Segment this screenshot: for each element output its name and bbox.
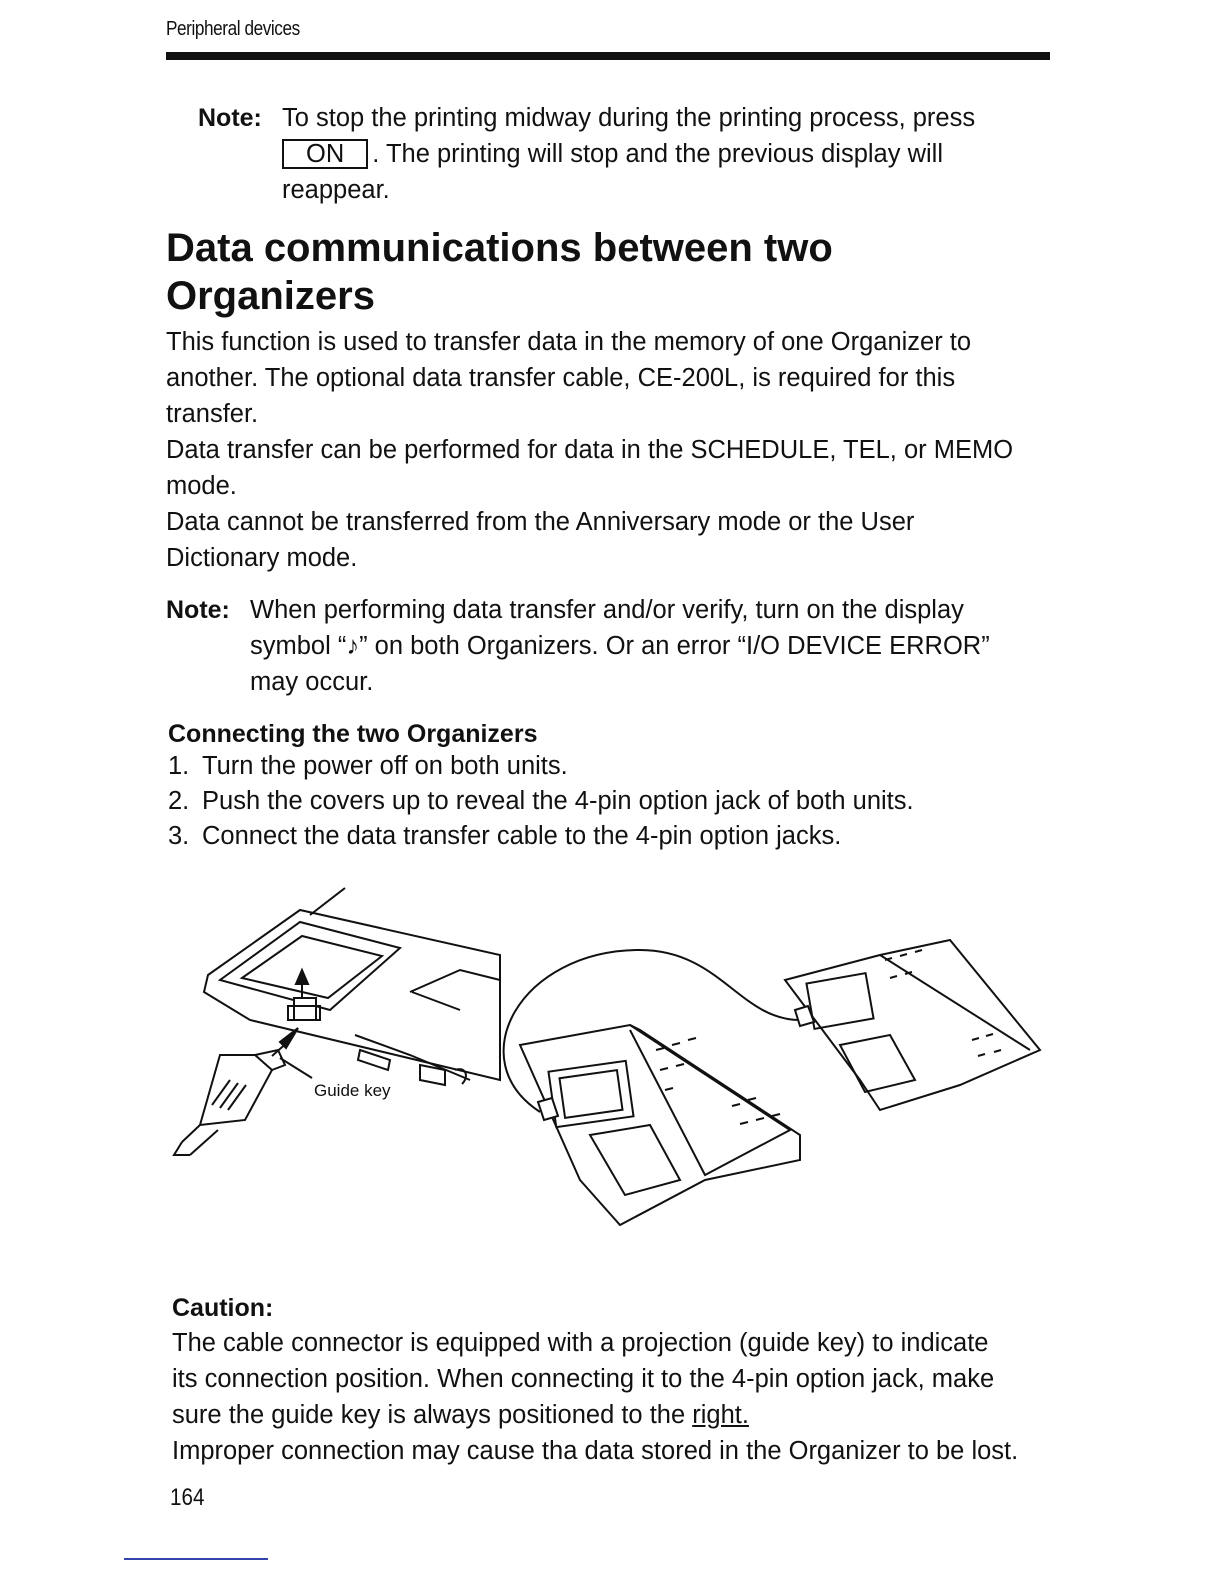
list-item: 3. Connect the data transfer cable to the 4-pin option jacks. <box>168 822 842 850</box>
page-number: 164 <box>170 1484 205 1511</box>
transfer-cable <box>504 950 800 1112</box>
on-key: ON <box>282 139 368 169</box>
cable-plug-drawing <box>174 1050 285 1155</box>
note-display-symbol <box>166 592 1054 700</box>
connecting-section <box>168 720 1054 854</box>
caution-line-3: sure the guide key is always positioned to the right. <box>172 1401 749 1429</box>
caution-line-2: its connection position. When connecting it to the 4-pin option jack, make <box>172 1365 995 1393</box>
section-title-line-2: Organizers <box>166 274 375 318</box>
intro-line: Dictionary mode. <box>166 544 358 572</box>
organizer-right-drawing <box>785 940 1040 1110</box>
guide-key-leader <box>280 1058 312 1078</box>
note-line-3: reappear. <box>282 176 390 204</box>
section-title-line-1: Data communications between two <box>166 226 833 270</box>
section-intro <box>166 324 1054 576</box>
guide-key-arrows <box>272 970 320 1056</box>
note-label: Note: <box>166 596 230 624</box>
caution-block <box>172 1294 1056 1469</box>
caution-heading: Caution: <box>172 1294 274 1322</box>
caution-line-1: The cable connector is equipped with a projection (guide key) to indicate <box>172 1329 989 1357</box>
note-label: Note: <box>198 104 262 132</box>
intro-line: mode. <box>166 472 237 500</box>
note-line-3: may occur. <box>250 668 374 696</box>
note-line-1: To stop the printing midway during the printing process, press <box>282 104 976 132</box>
intro-line: Data cannot be transferred from the Anniversary mode or the User <box>166 508 915 536</box>
guide-key-label: Guide key <box>314 1081 391 1100</box>
note-print-stop <box>198 100 1054 208</box>
note-line-1: When performing data transfer and/or verify, turn on the display <box>250 596 964 624</box>
section-title <box>166 224 1056 320</box>
list-item: 2. Push the covers up to reveal the 4-pin option jack of both units. <box>168 787 914 815</box>
header-rule <box>166 52 1050 60</box>
emphasis-right: right. <box>692 1401 749 1429</box>
footer-line <box>124 1558 268 1560</box>
note-line-2 <box>198 136 1054 172</box>
intro-line: transfer. <box>166 400 259 428</box>
running-header: Peripheral devices <box>166 18 300 40</box>
list-item: 1. Turn the power off on both units. <box>168 752 568 780</box>
intro-line: Data transfer can be performed for data in the SCHEDULE, TEL, or MEMO <box>166 436 1014 464</box>
note-line-2-text: . The printing will stop and the previous display will <box>372 140 943 168</box>
caution-line-4: Improper connection may cause tha data stored in the Organizer to be lost. <box>172 1437 1019 1465</box>
note-line-2: symbol “♪” on both Organizers. Or an error “I/O DEVICE ERROR” <box>250 632 990 660</box>
organizer-left-drawing <box>520 1025 800 1225</box>
connecting-heading: Connecting the two Organizers <box>168 720 538 748</box>
intro-line: This function is used to transfer data in the memory of one Organizer to <box>166 328 972 356</box>
connection-illustration <box>160 880 1060 1240</box>
intro-line: another. The optional data transfer cable, CE-200L, is required for this <box>166 364 956 392</box>
